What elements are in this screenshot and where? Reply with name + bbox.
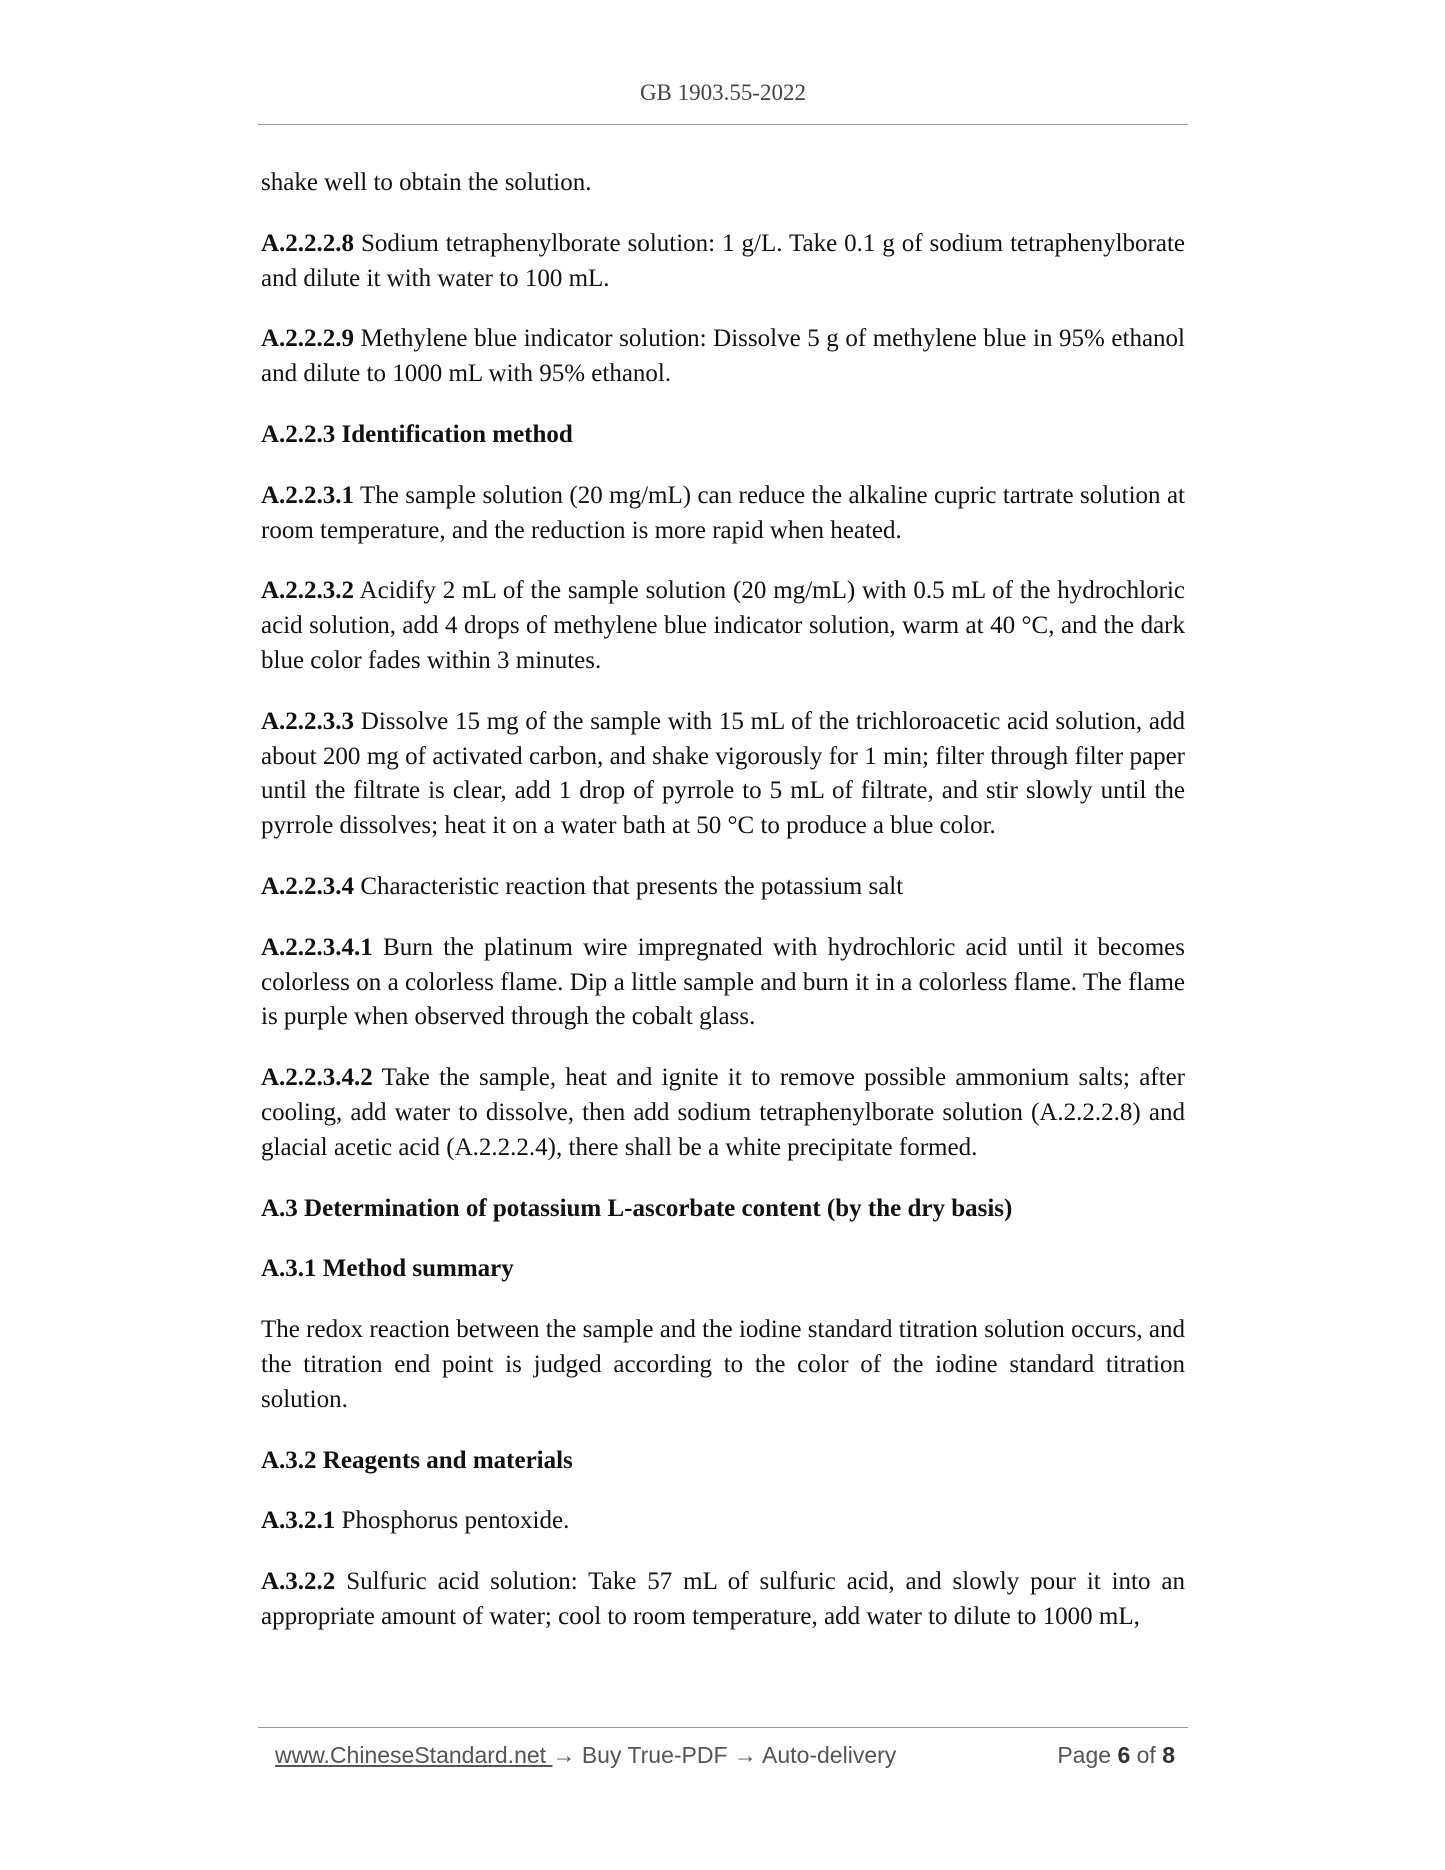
- paragraph-text: Burn the platinum wire impregnated with hydrochloric acid until it becomes colorless on a colorless flame. Dip a little sample and burn it in a colorless flame. The flame is purple when observed through the cobalt glass.: [261, 933, 1185, 1031]
- paragraph-text: Characteristic reaction that presents the potassium salt: [354, 872, 904, 900]
- section-heading: [261, 1444, 1185, 1479]
- buy-pdf-text: Buy True-PDF: [575, 1742, 734, 1768]
- paragraph: [261, 1504, 1185, 1539]
- footer-divider: [258, 1727, 1188, 1728]
- header-title: GB 1903.55-2022: [639, 80, 807, 105]
- clause-number: A.3.2.1: [261, 1507, 336, 1535]
- page-label: Page: [1057, 1742, 1118, 1768]
- clause-number: A.3.2.2: [261, 1568, 336, 1596]
- paragraph: [261, 479, 1185, 549]
- paragraph-text: Sodium tetraphenylborate solution: 1 g/L. Take 0.1 g of sodium tetraphenylborate and dilute it with water to 100 mL.: [261, 229, 1185, 292]
- header-divider: [258, 124, 1188, 125]
- website-link[interactable]: www.ChineseStandard.net: [275, 1742, 553, 1768]
- paragraph-text: Acidify 2 mL of the sample solution (20 mg/mL) with 0.5 mL of the hydrochloric acid solution, add 4 drops of methylene blue indicator solution, warm at 40 °C, and the dark blue color fades within 3 minutes.: [261, 577, 1185, 674]
- clause-number: A.2.2.2.8: [261, 229, 355, 257]
- paragraph-text: Dissolve 15 mg of the sample with 15 mL of the trichloroacetic acid solution, add about 200 mg of activated carbon, and shake vigorously for 1 min; filter through filter paper until the filtrate is clear, add 1 drop of pyrrole to 5 mL of filtrate, and stir slowly until the pyrrole dissolves; heat it on a water bath at 50 °C to produce a blue color.: [261, 707, 1185, 840]
- total-pages: 8: [1162, 1742, 1175, 1768]
- of-label: of: [1130, 1742, 1163, 1768]
- clause-number: A.2.2.2.9: [261, 325, 355, 353]
- heading-text: A.3 Determination of potassium L-ascorbate content (by the dry basis): [261, 1194, 1013, 1222]
- paragraph-text: shake well to obtain the solution.: [261, 169, 592, 196]
- clause-number: A.2.2.3.1: [261, 481, 355, 509]
- heading-text: A.3.1 Method summary: [261, 1255, 514, 1283]
- page-indicator: [1057, 1742, 1175, 1769]
- paragraph-text: Phosphorus pentoxide.: [335, 1507, 570, 1535]
- clause-number: A.2.2.3.4.2: [261, 1064, 373, 1092]
- paragraph-text: The redox reaction between the sample and the iodine standard titration solution occurs, and the titration end point is judged according to the color of the iodine standard titration solution.: [261, 1316, 1185, 1413]
- clause-number: A.2.2.3.4.1: [261, 933, 373, 961]
- paragraph: [261, 166, 1185, 201]
- document-body: [261, 166, 1185, 1661]
- paragraph-text: Sulfuric acid solution: Take 57 mL of sulfuric acid, and slowly pour it into an appropriate amount of water; cool to room temperature, add water to dilute to 1000 mL,: [261, 1568, 1185, 1630]
- clause-number: A.2.2.3.3: [261, 707, 355, 735]
- arrow-right-icon: →: [552, 1742, 576, 1768]
- clause-number: A.2.2.3.2: [261, 577, 355, 605]
- heading-text: A.3.2 Reagents and materials: [261, 1446, 573, 1474]
- clause-number: A.2.2.3.4: [261, 872, 355, 900]
- arrow-right-icon: →: [733, 1742, 757, 1768]
- footer-promo: [275, 1742, 896, 1769]
- page-footer: [275, 1742, 1175, 1772]
- paragraph: [261, 1313, 1185, 1417]
- paragraph: [261, 1061, 1185, 1165]
- paragraph-text: The sample solution (20 mg/mL) can reduce the alkaline cupric tartrate solution at room temperature, and the reduction is more rapid when heated.: [261, 481, 1185, 544]
- paragraph-text: Take the sample, heat and ignite it to remove possible ammonium salts; after cooling, add water to dissolve, then add sodium tetraphenylborate solution (A.2.2.2.8) and glacial acetic acid (A.2.2.2.4), there shall be a white precipitate formed.: [261, 1064, 1185, 1161]
- paragraph: [261, 574, 1185, 678]
- paragraph: [261, 1565, 1185, 1635]
- paragraph: [261, 931, 1185, 1035]
- paragraph: [261, 870, 1185, 905]
- current-page: 6: [1117, 1742, 1131, 1768]
- section-heading: [261, 1252, 1185, 1287]
- paragraph: [261, 227, 1185, 297]
- paragraph: [261, 705, 1185, 844]
- auto-delivery-text: Auto-delivery: [756, 1742, 897, 1768]
- heading-text: A.2.2.3 Identification method: [261, 420, 573, 448]
- section-heading: [261, 1192, 1185, 1227]
- section-heading: [261, 418, 1185, 453]
- paragraph: [261, 322, 1185, 392]
- paragraph-text: Methylene blue indicator solution: Dissolve 5 g of methylene blue in 95% ethanol and dilute to 1000 mL with 95% ethanol.: [261, 325, 1185, 388]
